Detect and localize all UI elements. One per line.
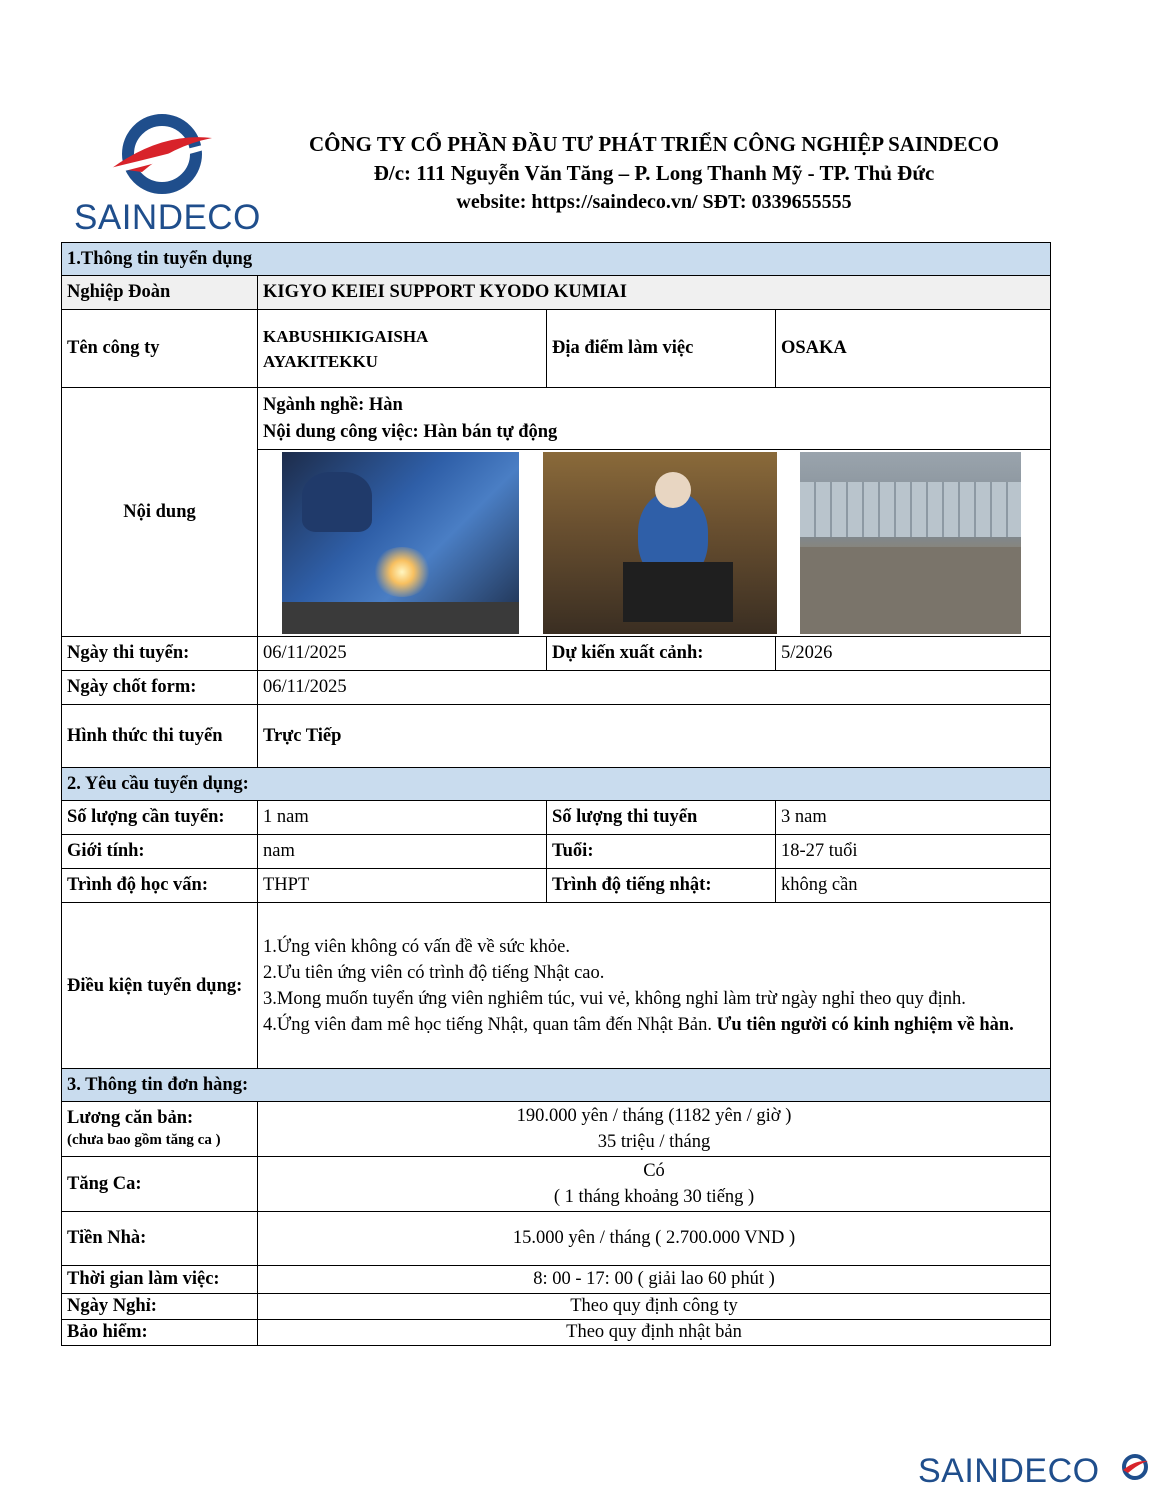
need-label: Số lượng cần tuyển: bbox=[62, 801, 258, 835]
exam-count-value: 3 nam bbox=[776, 801, 1051, 835]
departure-label: Dự kiến xuất cảnh: bbox=[547, 637, 776, 671]
education-value: THPT bbox=[258, 869, 547, 903]
overtime-label: Tăng Ca: bbox=[62, 1157, 258, 1212]
dayoff-label: Ngày Nghỉ: bbox=[62, 1294, 258, 1320]
company-value-line2: AYAKITEKKU bbox=[263, 351, 378, 371]
overtime-value-1: Có bbox=[643, 1161, 665, 1181]
task-line: Nội dung công việc: Hàn bán tự động bbox=[263, 421, 558, 442]
recruitment-table bbox=[61, 242, 1051, 1346]
gender-value: nam bbox=[258, 835, 547, 869]
need-value: 1 nam bbox=[258, 801, 547, 835]
footer-logo bbox=[918, 1452, 1158, 1498]
gender-label: Giới tính: bbox=[62, 835, 258, 869]
location-label: Địa điểm làm việc bbox=[547, 310, 776, 388]
company-header bbox=[250, 130, 1058, 217]
logo-text: SAINDECO bbox=[74, 198, 261, 237]
form-deadline-label: Ngày chốt form: bbox=[62, 671, 258, 705]
salary-value-cell bbox=[258, 1102, 1051, 1157]
insurance-value: Theo quy định nhật bản bbox=[258, 1320, 1051, 1346]
company-address: Đ/c: 111 Nguyễn Văn Tăng – P. Long Thanh Mỹ - TP. Thủ Đức bbox=[373, 161, 935, 185]
insurance-label: Bảo hiểm: bbox=[62, 1320, 258, 1346]
condition-2: 2.Ưu tiên ứng viên có trình độ tiếng Nhật cao. bbox=[263, 962, 605, 983]
section-title-recruitment-info: 1.Thông tin tuyển dụng bbox=[62, 243, 1051, 276]
union-label: Nghiệp Đoàn bbox=[62, 276, 258, 310]
section-title-requirements: 2. Yêu cầu tuyển dụng: bbox=[62, 768, 1051, 801]
conditions-list bbox=[258, 903, 1051, 1069]
age-value: 18-27 tuổi bbox=[776, 835, 1051, 869]
union-value: KIGYO KEIEI SUPPORT KYODO KUMIAI bbox=[258, 276, 1051, 310]
location-value: OSAKA bbox=[776, 310, 1051, 388]
housing-label: Tiền Nhà: bbox=[62, 1212, 258, 1266]
worktime-value: 8: 00 - 17: 00 ( giải lao 60 phút ) bbox=[258, 1266, 1051, 1294]
salary-label-cell bbox=[62, 1102, 258, 1157]
welder-portrait-photo bbox=[543, 452, 777, 634]
company-label: Tên công ty bbox=[62, 310, 258, 388]
overtime-value-cell bbox=[258, 1157, 1051, 1212]
housing-value: 15.000 yên / tháng ( 2.700.000 VND ) bbox=[258, 1212, 1051, 1266]
departure-value: 5/2026 bbox=[776, 637, 1051, 671]
company-name: CÔNG TY CỔ PHẦN ĐẦU TƯ PHÁT TRIỂN CÔNG NGHIỆP SAINDECO bbox=[309, 132, 999, 156]
condition-1: 1.Ứng viên không có vấn đề về sức khỏe. bbox=[263, 936, 570, 957]
worktime-label: Thời gian làm việc: bbox=[62, 1266, 258, 1294]
condition-4 bbox=[263, 1012, 1045, 1038]
salary-value-1: 190.000 yên / tháng (1182 yên / giờ ) bbox=[516, 1106, 792, 1126]
exam-form-value: Trực Tiếp bbox=[258, 705, 1051, 768]
salary-note: (chưa bao gồm tăng ca ) bbox=[67, 1132, 221, 1148]
exam-date-label: Ngày thi tuyển: bbox=[62, 637, 258, 671]
salary-value-2: 35 triệu / tháng bbox=[597, 1132, 711, 1152]
dayoff-value: Theo quy định công ty bbox=[258, 1294, 1051, 1320]
condition-4-text: 4.Ứng viên đam mê học tiếng Nhật, quan tâm đến Nhật Bản. bbox=[263, 1014, 717, 1035]
condition-3: 3.Mong muốn tuyển ứng viên nghiêm túc, vui vẻ, không nghỉ làm trừ ngày nghỉ theo quy định. bbox=[263, 988, 966, 1009]
japanese-value: không cần bbox=[776, 869, 1051, 903]
job-line: Ngành nghề: Hàn bbox=[263, 394, 403, 415]
footer-logo-text: SAINDECO bbox=[918, 1452, 1100, 1490]
age-label: Tuổi: bbox=[547, 835, 776, 869]
education-label: Trình độ học vấn: bbox=[62, 869, 258, 903]
job-description bbox=[258, 388, 1051, 450]
logo-mark-small-icon bbox=[1120, 1452, 1150, 1482]
photo-strip bbox=[258, 450, 1051, 637]
welding-sparks-photo bbox=[282, 452, 519, 634]
company-contact: website: https://saindeco.vn/ SĐT: 0339655555 bbox=[456, 191, 852, 213]
section-title-order-info: 3. Thông tin đơn hàng: bbox=[62, 1069, 1051, 1102]
condition-4-priority: Ưu tiên người có kinh nghiệm về hàn. bbox=[716, 1014, 1014, 1035]
factory-floor-photo bbox=[800, 452, 1021, 634]
logo-mark-icon bbox=[72, 112, 252, 202]
content-label: Nội dung bbox=[62, 388, 258, 637]
company-value bbox=[258, 310, 547, 388]
exam-form-label: Hình thức thi tuyển bbox=[62, 705, 258, 768]
salary-label: Lương căn bản: bbox=[67, 1108, 194, 1128]
exam-count-label: Số lượng thi tuyển bbox=[547, 801, 776, 835]
conditions-label: Điều kiện tuyển dụng: bbox=[62, 903, 258, 1069]
form-deadline-value: 06/11/2025 bbox=[258, 671, 1051, 705]
exam-date-value: 06/11/2025 bbox=[258, 637, 547, 671]
overtime-value-2: ( 1 tháng khoảng 30 tiếng ) bbox=[553, 1187, 755, 1207]
company-value-line1: KABUSHIKIGAISHA bbox=[263, 326, 429, 346]
japanese-label: Trình độ tiếng nhật: bbox=[547, 869, 776, 903]
